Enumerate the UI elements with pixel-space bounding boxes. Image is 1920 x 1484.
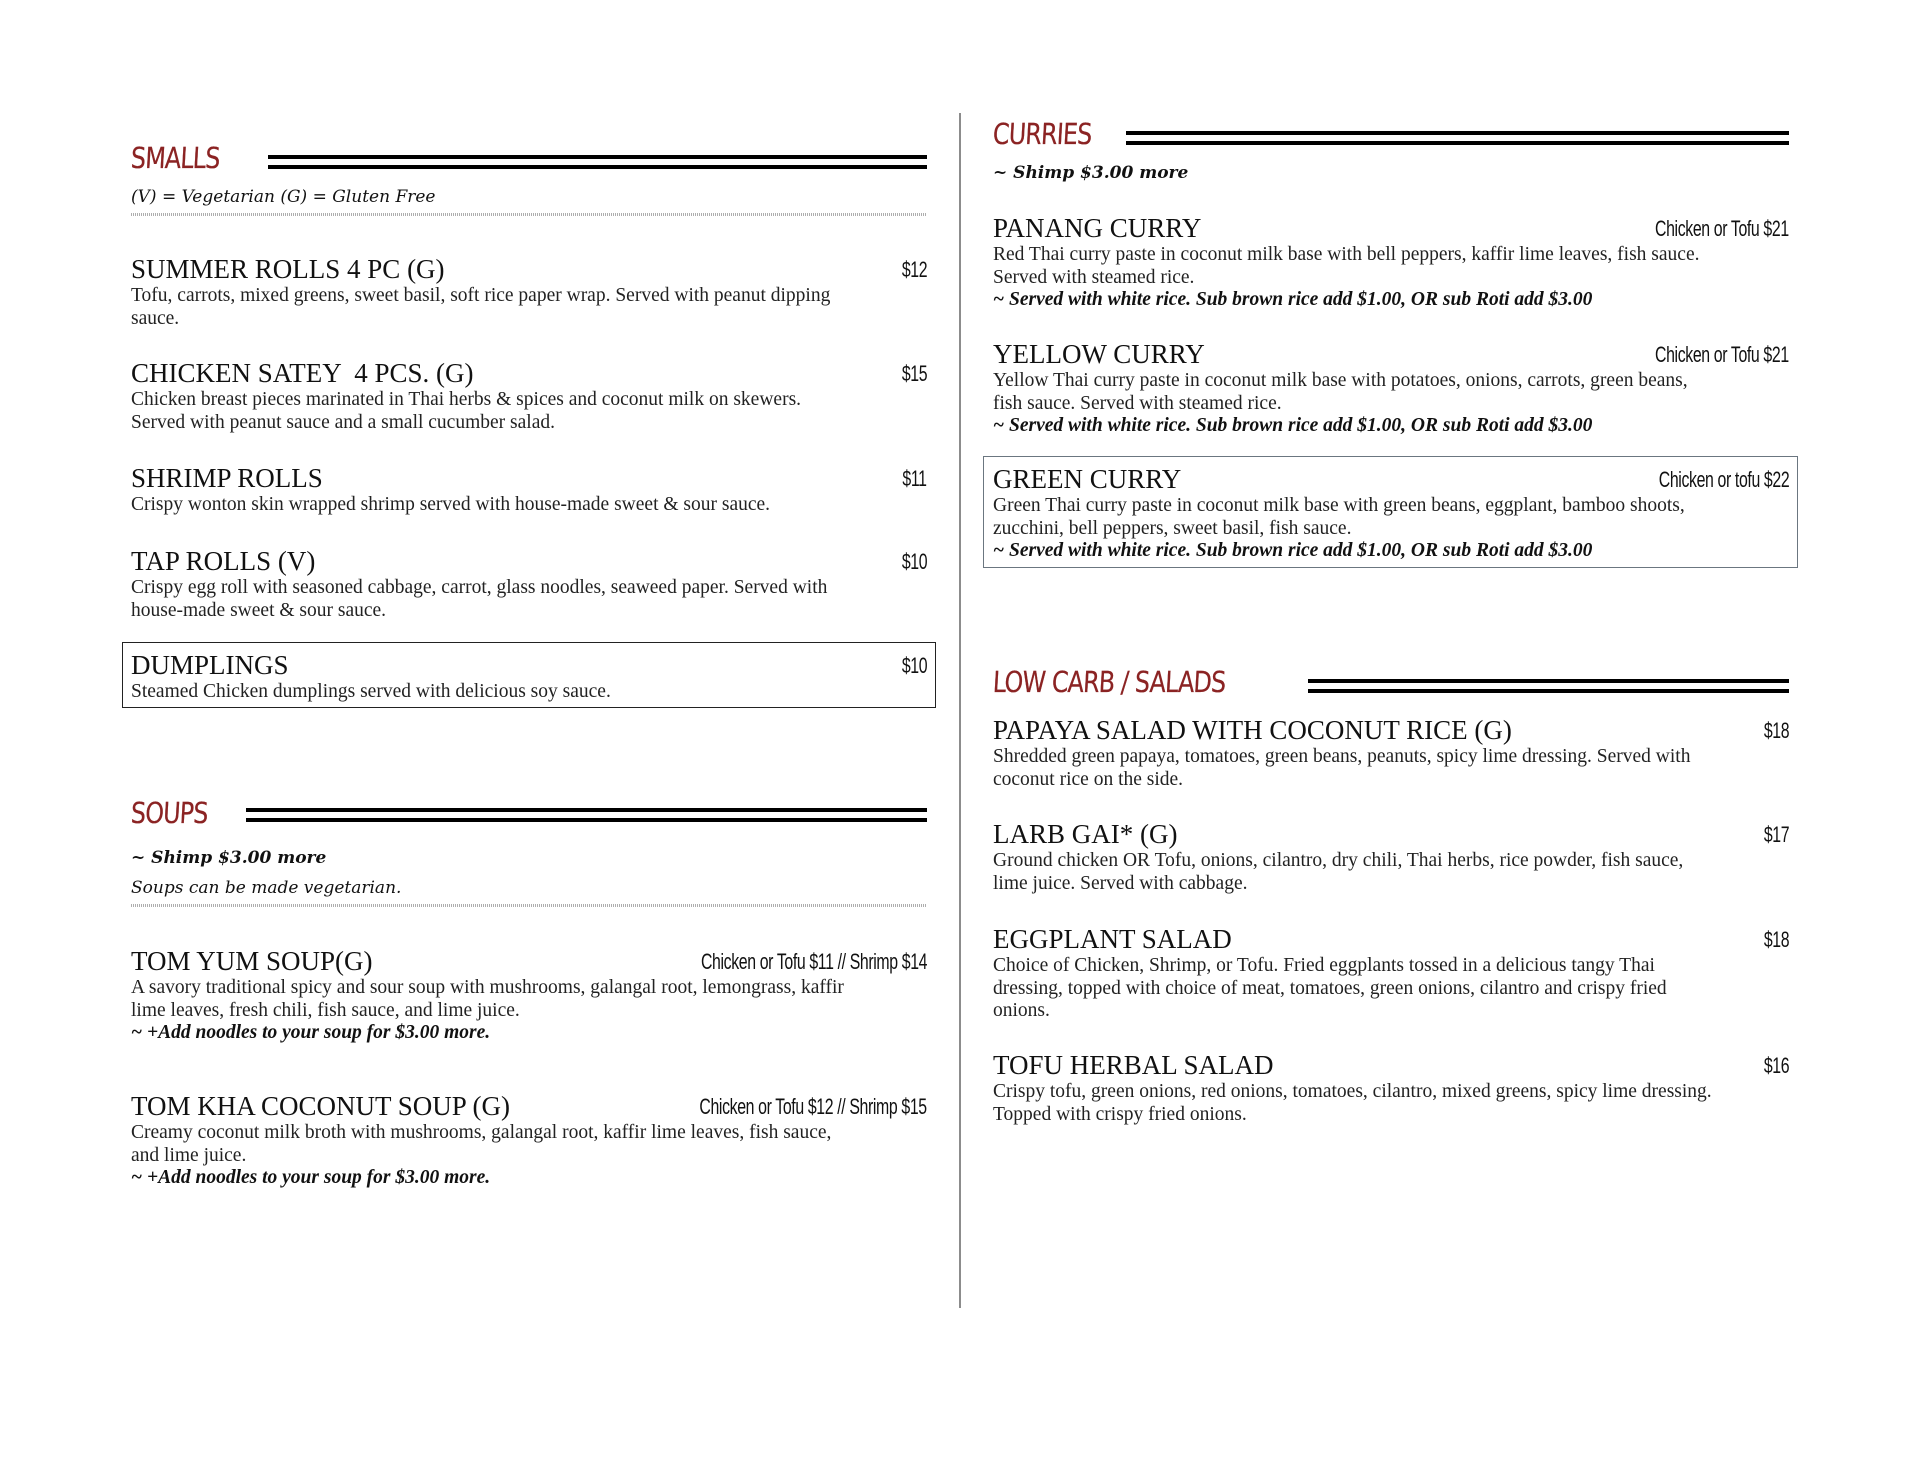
item-name: PANANG CURRY [993,213,1202,243]
shrimp-note: ~ Shimp $3.00 more [993,163,1189,183]
item-description-text: Creamy coconut milk broth with mushrooms, galangal root, kaffir lime leaves, fish sauce, and lime juice. [131,1122,832,1166]
item-price: Chicken or Tofu $11 // Shrimp $14 [700,949,927,974]
section-title-salads: LOW CARB / SALADS [992,665,1227,699]
item-price: Chicken or Tofu $21 [1655,342,1789,367]
dotted-separator [131,213,926,216]
item-description [993,244,1713,312]
section-title-soups: SOUPS [130,796,209,830]
item-description-text: Red Thai curry paste in coconut milk base with bell peppers, kaffir lime leaves, fish sauce. Served with steamed rice. [993,244,1700,288]
item-price: $12 [901,257,927,282]
double-rule [1126,131,1789,146]
item-description: Shredded green papaya, tomatoes, green beans, peanuts, spicy lime dressing. Served with coconut rice on the side. [993,746,1691,790]
item-price: $10 [901,653,927,678]
item-name: EGGPLANT SALAD [993,924,1232,954]
double-rule [246,808,927,823]
item-name: TAP ROLLS (V) [131,546,316,576]
item-description: Chicken breast pieces marinated in Thai herbs & spices and coconut milk on skewers. Served with peanut sauce and a small cucumber salad. [131,389,802,433]
item-description-text: A savory traditional spicy and sour soup with mushrooms, galangal root, lemongrass, kaffir lime leaves, fresh chili, fish sauce, and lime juice. [131,977,844,1021]
item-description: Crispy tofu, green onions, red onions, tomatoes, cilantro, mixed greens, spicy lime dressing. Topped with crispy fried onions. [993,1081,1712,1125]
item-description [131,1122,851,1190]
section-header-soups [131,793,927,833]
item-description [993,495,1713,563]
item-name: SHRIMP ROLLS [131,463,323,493]
item-name: DUMPLINGS [131,650,289,680]
dietary-legend: (V) = Vegetarian (G) = Gluten Free [131,187,436,207]
item-price: $16 [1763,1053,1789,1078]
item-description-text: Green Thai curry paste in coconut milk base with green beans, eggplant, bamboo shoots, zucchini, bell peppers, sweet basil, fish sauce. [993,495,1685,539]
column-divider [959,113,961,1308]
section-header-curries [993,114,1789,154]
item-description [993,370,1713,438]
item-description: Crispy egg roll with seasoned cabbage, carrot, glass noodles, seaweed paper. Served with house-made sweet & sour sauce. [131,577,828,621]
item-description: Choice of Chicken, Shrimp, or Tofu. Fried eggplants tossed in a delicious tangy Thai dressing, topped with choice of meat, tomatoes, green onions, cilantro and crispy fried onions. [993,955,1667,1021]
vegetarian-note: Soups can be made vegetarian. [131,878,402,898]
item-price: Chicken or tofu $22 [1658,467,1789,492]
section-title-smalls: SMALLS [130,141,221,175]
item-extra-note: ~ Served with white rice. Sub brown rice add $1.00, OR sub Roti add $3.00 [993,415,1593,436]
item-extra-note: ~ Served with white rice. Sub brown rice add $1.00, OR sub Roti add $3.00 [993,289,1593,310]
item-description: Crispy wonton skin wrapped shrimp served with house-made sweet & sour sauce. [131,494,771,515]
shrimp-note: ~ Shimp $3.00 more [131,848,327,868]
item-description: Tofu, carrots, mixed greens, sweet basil, soft rice paper wrap. Served with peanut dipping sauce. [131,285,831,329]
double-rule [1308,679,1789,694]
item-price: Chicken or Tofu $12 // Shrimp $15 [699,1094,927,1119]
item-price: $18 [1763,718,1789,743]
item-description-text: Yellow Thai curry paste in coconut milk base with potatoes, onions, carrots, green beans, fish sauce. Served with steamed rice. [993,370,1688,414]
item-name: PAPAYA SALAD WITH COCONUT RICE (G) [993,715,1512,745]
section-header-smalls [131,138,927,178]
item-name: YELLOW CURRY [993,339,1205,369]
double-rule [268,155,927,170]
item-description: Steamed Chicken dumplings served with delicious soy sauce. [131,681,611,702]
section-title-curries: CURRIES [992,117,1093,151]
item-description [131,977,851,1045]
item-name: TOM KHA COCONUT SOUP (G) [131,1091,511,1121]
dotted-separator [131,904,926,907]
item-price: $15 [901,361,927,386]
item-extra-note: ~ +Add noodles to your soup for $3.00 more. [131,1022,491,1043]
section-header-salads [993,662,1789,702]
item-price: $17 [1763,822,1789,847]
item-extra-note: ~ +Add noodles to your soup for $3.00 more. [131,1167,491,1188]
item-price: $18 [1763,927,1789,952]
item-name: SUMMER ROLLS 4 PC (G) [131,254,445,284]
item-name: TOM YUM SOUP(G) [131,946,373,976]
item-price: $10 [901,549,927,574]
item-name: CHICKEN SATEY 4 PCS. (G) [131,358,474,388]
item-description: Ground chicken OR Tofu, onions, cilantro, dry chili, Thai herbs, rice powder, fish sauce, lime juice. Served with cabbage. [993,850,1684,894]
item-name: TOFU HERBAL SALAD [993,1050,1274,1080]
item-price: $11 [902,466,927,491]
item-name: GREEN CURRY [993,464,1182,494]
item-name: LARB GAI* (G) [993,819,1178,849]
item-extra-note: ~ Served with white rice. Sub brown rice add $1.00, OR sub Roti add $3.00 [993,540,1593,561]
item-price: Chicken or Tofu $21 [1655,216,1789,241]
